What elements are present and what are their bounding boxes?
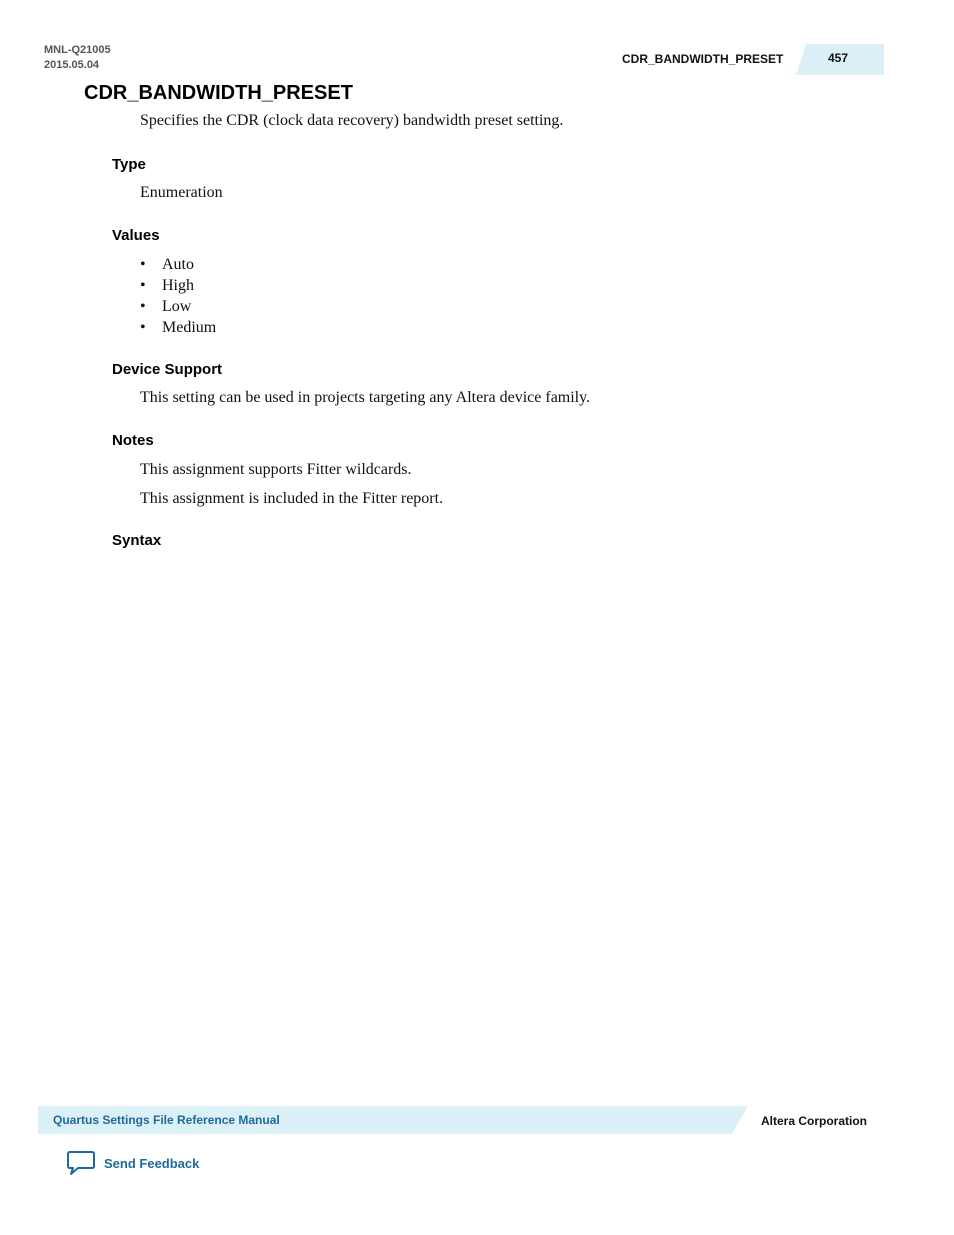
list-item [140, 296, 216, 317]
description: Specifies the CDR (clock data recovery) bandwidth preset setting. [140, 112, 564, 129]
list-item [140, 275, 216, 296]
page-number: 457 [828, 51, 849, 65]
values-list [140, 254, 216, 338]
bullet-icon: • [140, 256, 146, 273]
bullet-icon: • [140, 277, 146, 294]
section-heading-values: Values [112, 227, 160, 244]
document-id [44, 43, 111, 73]
speech-bubble-icon [66, 1150, 96, 1177]
bullet-icon: • [140, 298, 146, 315]
value-low: Low [162, 298, 192, 315]
note-line-2: This assignment is included in the Fitter report. [140, 490, 444, 507]
device-support-text: This setting can be used in projects targeting any Altera device family. [140, 389, 591, 406]
bullet-icon: • [140, 319, 146, 336]
company-name: Altera Corporation [761, 1114, 868, 1128]
page-title: CDR_BANDWIDTH_PRESET [84, 82, 353, 104]
list-item [140, 317, 216, 338]
running-head: CDR_BANDWIDTH_PRESET [622, 52, 784, 66]
manual-title: Quartus Settings File Reference Manual [53, 1113, 280, 1127]
send-feedback-label[interactable]: Send Feedback [104, 1156, 200, 1171]
doc-code: MNL-Q21005 [44, 44, 111, 56]
type-value: Enumeration [140, 184, 223, 201]
doc-date: 2015.05.04 [44, 59, 100, 71]
list-item [140, 254, 216, 275]
value-medium: Medium [162, 319, 217, 336]
section-heading-device-support: Device Support [112, 361, 223, 378]
send-feedback-link[interactable] [66, 1150, 199, 1177]
value-auto: Auto [162, 256, 194, 273]
note-line-1: This assignment supports Fitter wildcards. [140, 461, 412, 478]
section-heading-notes: Notes [112, 432, 154, 449]
section-heading-type: Type [112, 156, 146, 173]
section-heading-syntax: Syntax [112, 532, 162, 549]
value-high: High [162, 277, 194, 294]
